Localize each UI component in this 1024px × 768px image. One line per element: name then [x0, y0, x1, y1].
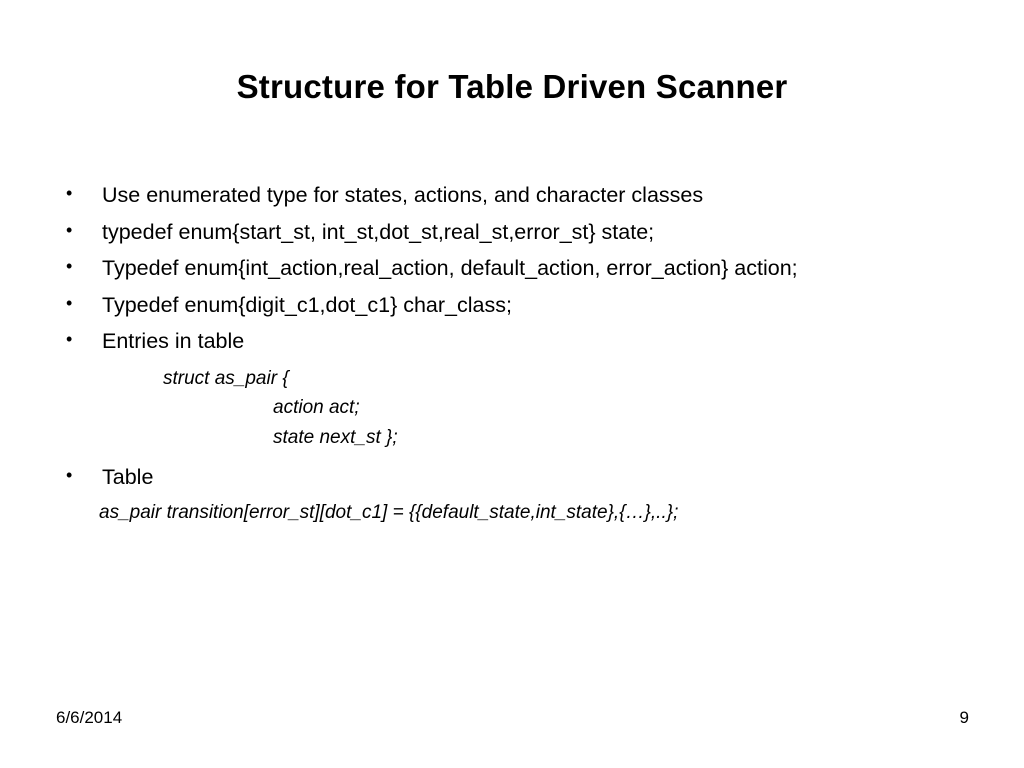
list-item: • Typedef enum{int_action,real_action, default_action, error_action} action; — [58, 253, 968, 285]
footer-date: 6/6/2014 — [56, 708, 123, 727]
struct-definition — [58, 364, 968, 452]
struct-line: struct as_pair { — [163, 367, 289, 389]
list-item: • Typedef enum{digit_c1,dot_c1} char_class; — [58, 290, 968, 322]
bullet-list — [58, 180, 968, 358]
list-item: • Entries in table — [58, 326, 968, 358]
list-item: • Use enumerated type for states, actions, and character classes — [58, 180, 968, 212]
page-title: Structure for Table Driven Scanner — [236, 68, 788, 105]
footer-page-number: 9 — [959, 708, 969, 727]
struct-line: state next_st }; — [273, 426, 398, 448]
list-item: • Table — [58, 462, 968, 494]
slide-body — [58, 180, 968, 546]
bullet-list-table — [58, 462, 968, 494]
table-code-line: as_pair transition[error_st][dot_c1] = {{default_state,int_state},{…},..}; — [99, 501, 679, 523]
list-item: • typedef enum{start_st, int_st,dot_st,real_st,error_st} state; — [58, 217, 968, 249]
struct-line: action act; — [273, 397, 360, 419]
